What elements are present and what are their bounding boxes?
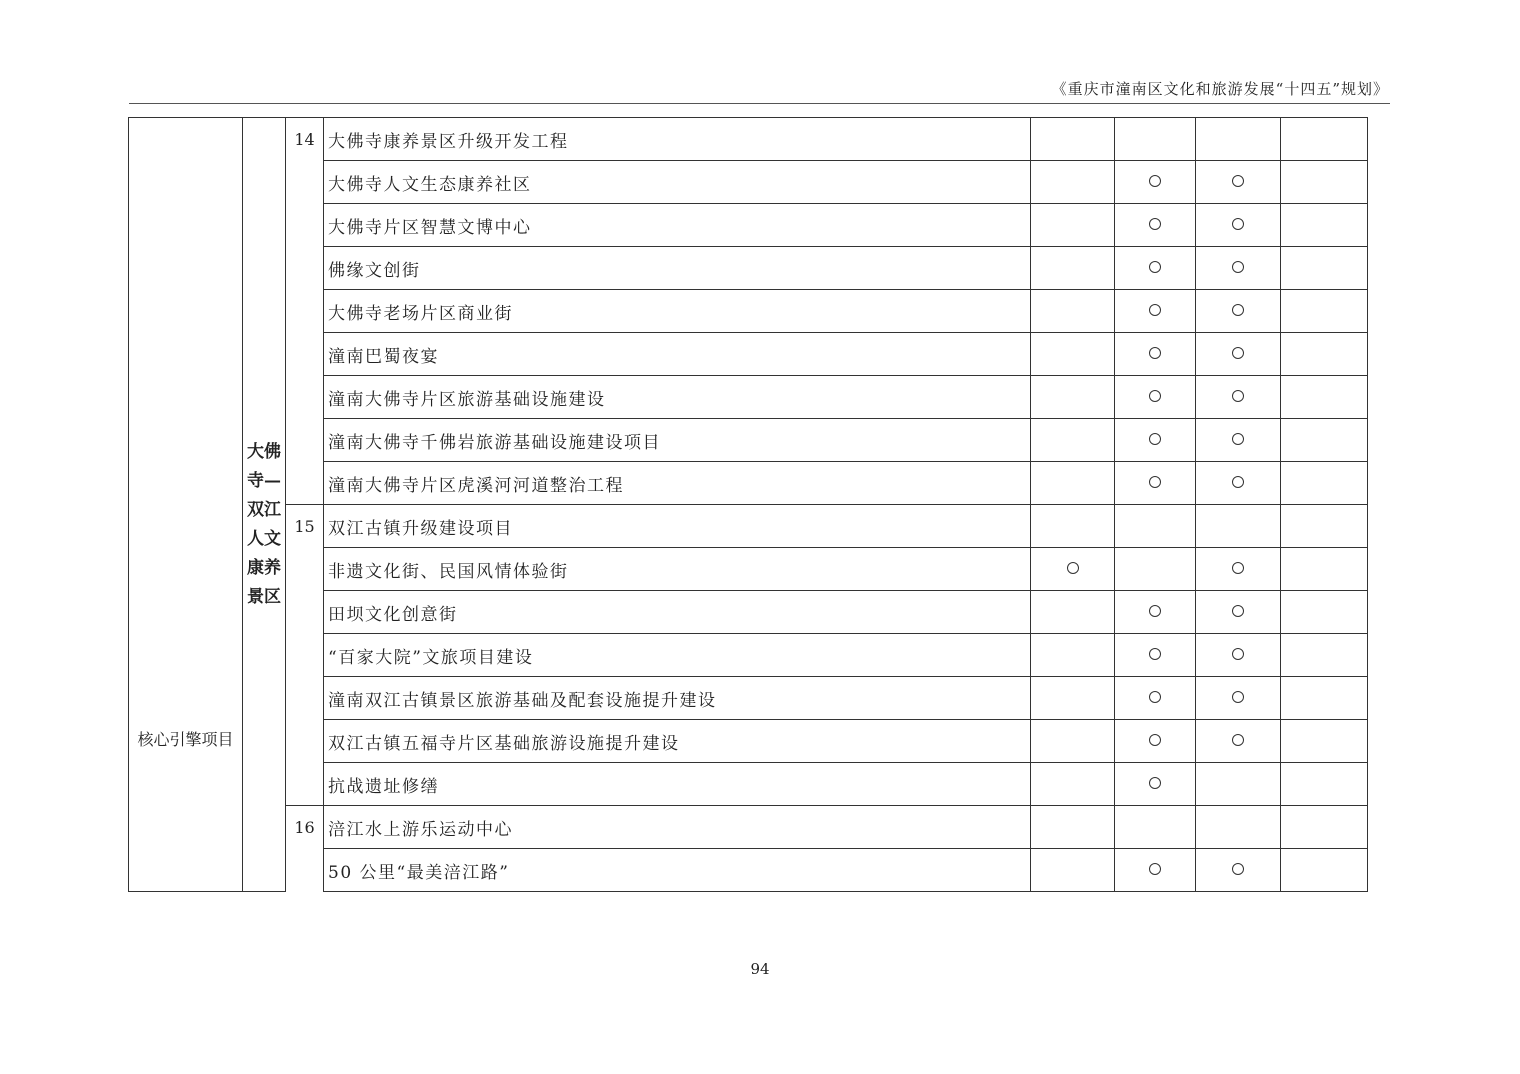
- category-label: 核心引擎项目: [137, 729, 234, 749]
- mark-cell-4: [1281, 290, 1368, 333]
- project-name: 50 公里“最美涪江路”: [324, 849, 1031, 892]
- project-name: 大佛寺老场片区商业街: [324, 290, 1031, 333]
- mark-cell-1: [1031, 806, 1115, 849]
- mark-cell-1: [1031, 720, 1115, 763]
- mark-cell-4: [1281, 505, 1368, 548]
- mark-cell-4: [1281, 634, 1368, 677]
- mark-cell-2: [1115, 720, 1196, 763]
- table-row: [129, 548, 1368, 591]
- circle-mark-icon: [1232, 347, 1244, 359]
- row-number: [286, 763, 324, 806]
- mark-cell-4: [1281, 204, 1368, 247]
- circle-mark-icon: [1232, 261, 1244, 273]
- mark-cell-2: [1115, 634, 1196, 677]
- mark-cell-2: [1115, 763, 1196, 806]
- mark-cell-4: [1281, 548, 1368, 591]
- mark-cell-3: [1196, 376, 1281, 419]
- row-number: [286, 849, 324, 892]
- circle-mark-icon: [1232, 691, 1244, 703]
- mark-cell-2: [1115, 849, 1196, 892]
- table-body: [129, 118, 1368, 892]
- mark-cell-1: [1031, 763, 1115, 806]
- page-number: 94: [750, 960, 770, 978]
- circle-mark-icon: [1149, 218, 1161, 230]
- row-number: [286, 204, 324, 247]
- circle-mark-icon: [1149, 175, 1161, 187]
- mark-cell-2: [1115, 419, 1196, 462]
- mark-cell-2: [1115, 118, 1196, 161]
- circle-mark-icon: [1149, 476, 1161, 488]
- mark-cell-2: [1115, 376, 1196, 419]
- project-name: 潼南大佛寺千佛岩旅游基础设施建设项目: [324, 419, 1031, 462]
- circle-mark-icon: [1232, 304, 1244, 316]
- table-row: [129, 591, 1368, 634]
- table-row: [129, 763, 1368, 806]
- row-number: [286, 591, 324, 634]
- mark-cell-1: [1031, 462, 1115, 505]
- project-name: 潼南双江古镇景区旅游基础及配套设施提升建设: [324, 677, 1031, 720]
- circle-mark-icon: [1149, 347, 1161, 359]
- mark-cell-4: [1281, 806, 1368, 849]
- mark-cell-3: [1196, 505, 1281, 548]
- scenic-area-cell: [243, 118, 286, 892]
- mark-cell-3: [1196, 634, 1281, 677]
- row-number: [286, 161, 324, 204]
- mark-cell-4: [1281, 462, 1368, 505]
- mark-cell-4: [1281, 763, 1368, 806]
- project-name: “百家大院”文旅项目建设: [324, 634, 1031, 677]
- mark-cell-1: [1031, 505, 1115, 548]
- mark-cell-1: [1031, 204, 1115, 247]
- mark-cell-1: [1031, 247, 1115, 290]
- mark-cell-3: [1196, 462, 1281, 505]
- mark-cell-4: [1281, 591, 1368, 634]
- project-name: 双江古镇五福寺片区基础旅游设施提升建设: [324, 720, 1031, 763]
- circle-mark-icon: [1149, 433, 1161, 445]
- mark-cell-4: [1281, 118, 1368, 161]
- circle-mark-icon: [1067, 562, 1079, 574]
- mark-cell-2: [1115, 677, 1196, 720]
- project-name: 潼南大佛寺片区旅游基础设施建设: [324, 376, 1031, 419]
- project-name: 潼南大佛寺片区虎溪河河道整治工程: [324, 462, 1031, 505]
- mark-cell-1: [1031, 376, 1115, 419]
- circle-mark-icon: [1232, 734, 1244, 746]
- mark-cell-4: [1281, 677, 1368, 720]
- mark-cell-1: [1031, 591, 1115, 634]
- mark-cell-2: [1115, 548, 1196, 591]
- mark-cell-3: [1196, 849, 1281, 892]
- circle-mark-icon: [1149, 734, 1161, 746]
- project-name: 大佛寺康养景区升级开发工程: [324, 118, 1031, 161]
- project-name: 大佛寺片区智慧文博中心: [324, 204, 1031, 247]
- row-number: [286, 548, 324, 591]
- mark-cell-3: [1196, 204, 1281, 247]
- table-row: [129, 290, 1368, 333]
- circle-mark-icon: [1232, 218, 1244, 230]
- mark-cell-2: [1115, 247, 1196, 290]
- row-number: [286, 376, 324, 419]
- table-row: [129, 247, 1368, 290]
- project-name: 潼南巴蜀夜宴: [324, 333, 1031, 376]
- mark-cell-2: [1115, 161, 1196, 204]
- project-name: 双江古镇升级建设项目: [324, 505, 1031, 548]
- mark-cell-4: [1281, 247, 1368, 290]
- category-cell: [129, 118, 243, 892]
- mark-cell-3: [1196, 591, 1281, 634]
- mark-cell-2: [1115, 505, 1196, 548]
- mark-cell-3: [1196, 806, 1281, 849]
- row-number: [286, 462, 324, 505]
- circle-mark-icon: [1232, 605, 1244, 617]
- circle-mark-icon: [1149, 863, 1161, 875]
- table-row: [129, 462, 1368, 505]
- row-number: [286, 247, 324, 290]
- project-name: 抗战遗址修缮: [324, 763, 1031, 806]
- mark-cell-2: [1115, 290, 1196, 333]
- mark-cell-2: [1115, 462, 1196, 505]
- table-row: [129, 161, 1368, 204]
- mark-cell-2: [1115, 204, 1196, 247]
- row-number: [286, 720, 324, 763]
- mark-cell-1: [1031, 333, 1115, 376]
- circle-mark-icon: [1232, 562, 1244, 574]
- table-row: [129, 505, 1368, 548]
- mark-cell-3: [1196, 290, 1281, 333]
- table-row: [129, 419, 1368, 462]
- circle-mark-icon: [1232, 390, 1244, 402]
- circle-mark-icon: [1149, 648, 1161, 660]
- mark-cell-3: [1196, 419, 1281, 462]
- mark-cell-3: [1196, 548, 1281, 591]
- mark-cell-4: [1281, 376, 1368, 419]
- row-number: 15: [286, 505, 324, 548]
- circle-mark-icon: [1149, 777, 1161, 789]
- circle-mark-icon: [1232, 863, 1244, 875]
- mark-cell-3: [1196, 677, 1281, 720]
- table-row: [129, 333, 1368, 376]
- project-name: 涪江水上游乐运动中心: [324, 806, 1031, 849]
- table-row: [129, 849, 1368, 892]
- mark-cell-3: [1196, 118, 1281, 161]
- circle-mark-icon: [1149, 691, 1161, 703]
- row-number: [286, 419, 324, 462]
- mark-cell-4: [1281, 333, 1368, 376]
- mark-cell-2: [1115, 333, 1196, 376]
- row-number: [286, 634, 324, 677]
- row-number: [286, 333, 324, 376]
- table-row: [129, 806, 1368, 849]
- project-name: 佛缘文创街: [324, 247, 1031, 290]
- header-divider: [129, 103, 1390, 104]
- circle-mark-icon: [1232, 648, 1244, 660]
- row-number: 14: [286, 118, 324, 161]
- mark-cell-1: [1031, 161, 1115, 204]
- mark-cell-4: [1281, 161, 1368, 204]
- mark-cell-4: [1281, 419, 1368, 462]
- mark-cell-2: [1115, 591, 1196, 634]
- mark-cell-1: [1031, 548, 1115, 591]
- table-row: [129, 720, 1368, 763]
- mark-cell-3: [1196, 333, 1281, 376]
- mark-cell-3: [1196, 247, 1281, 290]
- mark-cell-1: [1031, 677, 1115, 720]
- mark-cell-1: [1031, 290, 1115, 333]
- project-name: 非遗文化街、民国风情体验街: [324, 548, 1031, 591]
- mark-cell-1: [1031, 634, 1115, 677]
- circle-mark-icon: [1232, 433, 1244, 445]
- scenic-area-label: 大佛寺—双江人文康养景区: [247, 441, 281, 607]
- table-row: [129, 634, 1368, 677]
- mark-cell-1: [1031, 419, 1115, 462]
- mark-cell-4: [1281, 720, 1368, 763]
- project-name: 田坝文化创意街: [324, 591, 1031, 634]
- mark-cell-3: [1196, 720, 1281, 763]
- project-table: [128, 117, 1368, 892]
- mark-cell-4: [1281, 849, 1368, 892]
- table-row: [129, 677, 1368, 720]
- circle-mark-icon: [1149, 390, 1161, 402]
- mark-cell-2: [1115, 806, 1196, 849]
- mark-cell-3: [1196, 763, 1281, 806]
- row-number: [286, 677, 324, 720]
- mark-cell-1: [1031, 118, 1115, 161]
- mark-cell-1: [1031, 849, 1115, 892]
- table-row: [129, 204, 1368, 247]
- table-row: [129, 376, 1368, 419]
- circle-mark-icon: [1149, 605, 1161, 617]
- table-row: [129, 118, 1368, 161]
- project-name: 大佛寺人文生态康养社区: [324, 161, 1031, 204]
- mark-cell-3: [1196, 161, 1281, 204]
- document-header-title: 《重庆市潼南区文化和旅游发展“十四五”规划》: [1051, 80, 1389, 98]
- circle-mark-icon: [1149, 261, 1161, 273]
- circle-mark-icon: [1149, 304, 1161, 316]
- circle-mark-icon: [1232, 476, 1244, 488]
- row-number: [286, 290, 324, 333]
- circle-mark-icon: [1232, 175, 1244, 187]
- row-number: 16: [286, 806, 324, 849]
